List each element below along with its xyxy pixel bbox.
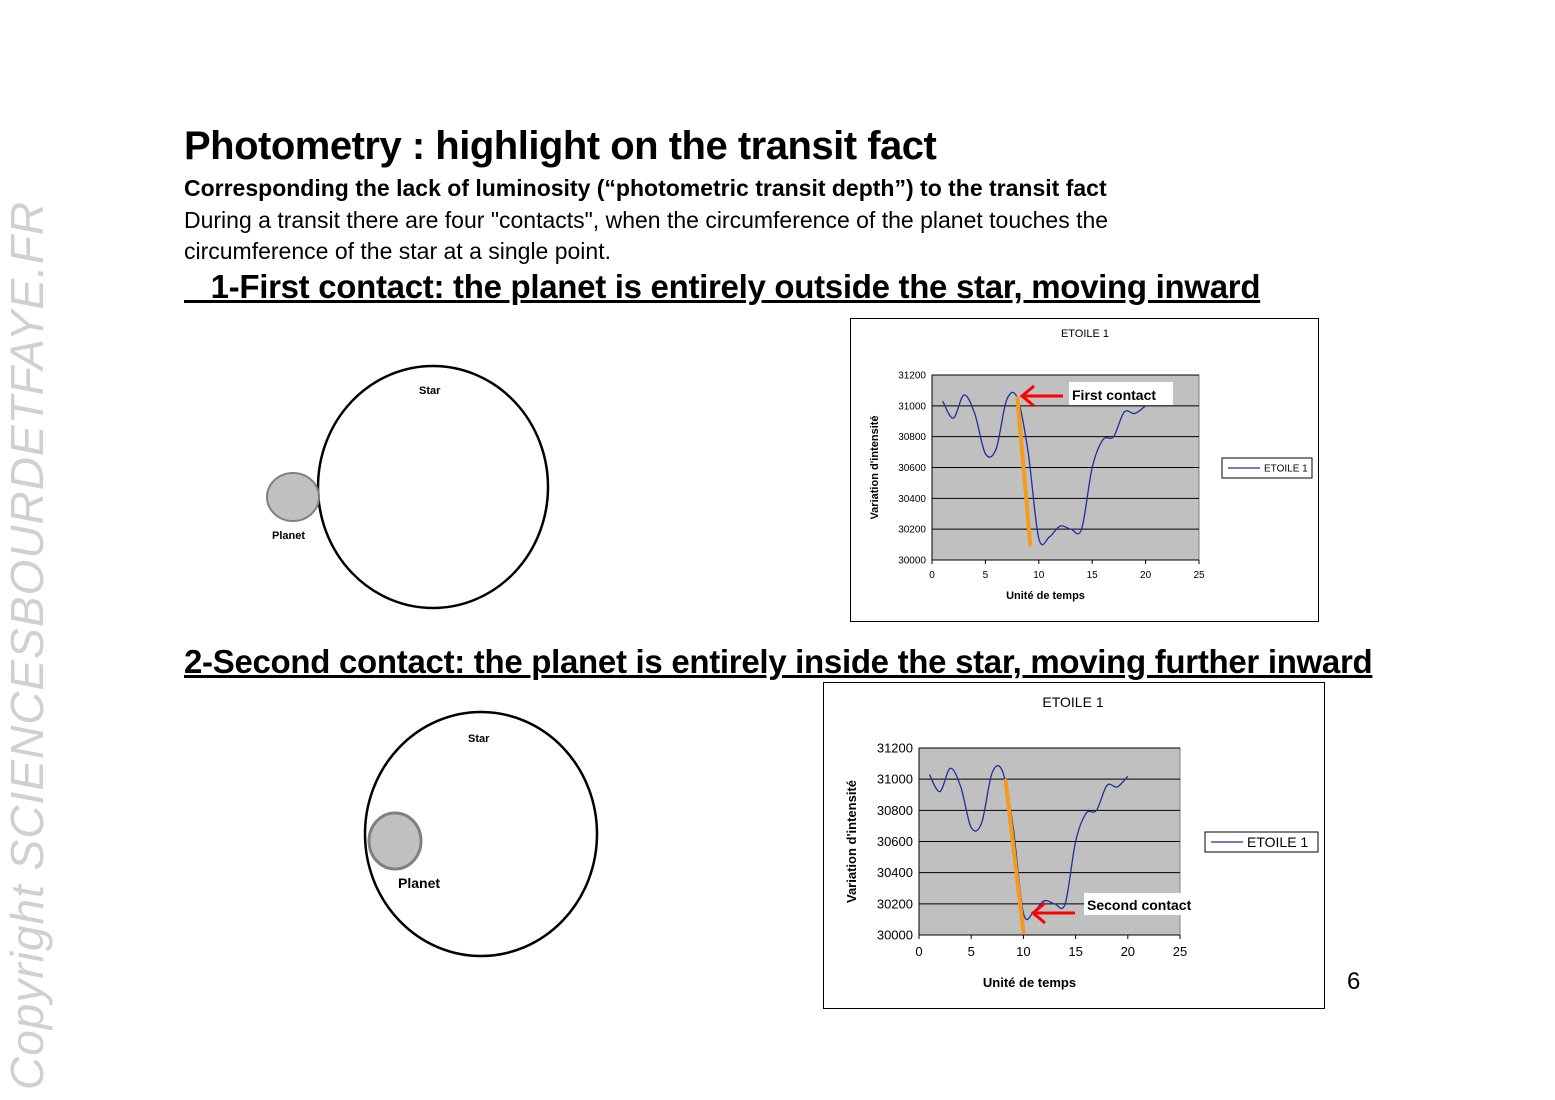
- y-tick-label: 30600: [898, 463, 926, 474]
- planet-circle: [369, 813, 421, 869]
- y-tick-label: 30800: [898, 432, 926, 444]
- chart-first-contact: [850, 318, 1320, 623]
- y-tick-label: 30800: [876, 802, 913, 818]
- y-tick-label: 30200: [898, 524, 926, 536]
- x-tick-label: 5: [982, 570, 989, 581]
- y-tick-label: 31200: [876, 740, 913, 756]
- intro-paragraph: During a transit there are four "contacts", when the circumference of the planet touches the circumference of the star at a single point.: [184, 207, 1109, 264]
- y-tick-label: 30000: [898, 555, 926, 567]
- section-first-contact-heading: 1-First contact: the planet is entirely outside the star, moving inward: [184, 268, 1261, 305]
- star-label: Star: [468, 733, 490, 745]
- x-tick-label: 25: [1193, 570, 1205, 581]
- y-tick-label: 30200: [876, 896, 913, 912]
- x-tick-label: 20: [1140, 570, 1152, 581]
- planet-circle: [267, 473, 319, 521]
- x-axis-label: Unité de temps: [1006, 590, 1085, 602]
- y-tick-label: 30400: [876, 865, 913, 881]
- x-tick-label: 0: [915, 944, 923, 959]
- y-tick-label: 31000: [898, 401, 926, 413]
- x-tick-label: 15: [1086, 570, 1098, 581]
- x-axis-label: Unité de temps: [982, 975, 1077, 990]
- chart-title: ETOILE 1: [1042, 694, 1104, 710]
- chart-second-contact: [823, 682, 1326, 1010]
- slide-title: Photometry : highlight on the transit fact: [184, 124, 937, 168]
- x-tick-label: 10: [1016, 944, 1031, 959]
- star-circle: [318, 366, 548, 608]
- x-tick-label: 10: [1033, 570, 1045, 581]
- y-tick-label: 31200: [898, 370, 926, 382]
- x-tick-label: 20: [1120, 944, 1136, 959]
- y-tick-label: 30600: [876, 834, 913, 850]
- annotation-label: First contact: [1072, 387, 1157, 403]
- x-tick-label: 0: [929, 570, 935, 581]
- y-axis-label: Variation d'intensité: [844, 779, 859, 904]
- chart-title: ETOILE 1: [1060, 328, 1110, 340]
- x-tick-label: 15: [1068, 944, 1083, 959]
- slide-subtitle: Corresponding the lack of luminosity (“photometric transit depth”) to the transit fact: [184, 175, 1107, 201]
- first-contact-diagram: [250, 350, 570, 620]
- y-axis-label: Variation d'intensité: [869, 415, 881, 520]
- second-contact-diagram: [355, 705, 615, 965]
- planet-label: Planet: [272, 530, 306, 542]
- y-tick-label: 30400: [898, 493, 926, 505]
- planet-label: Planet: [398, 875, 441, 891]
- copyright-watermark: Copyright SCIENCESBOURDETFAYE.FR: [1, 200, 53, 1090]
- y-tick-label: 31000: [876, 771, 913, 787]
- page-number: 6: [1347, 968, 1361, 995]
- y-tick-label: 30000: [876, 927, 913, 943]
- x-tick-label: 5: [967, 944, 975, 959]
- legend-label: ETOILE 1: [1247, 834, 1309, 851]
- section-second-contact-heading: 2-Second contact: the planet is entirely inside the star, moving further inward: [184, 643, 1373, 680]
- star-label: Star: [419, 385, 441, 397]
- x-tick-label: 25: [1172, 944, 1188, 959]
- annotation-label: Second contact: [1087, 897, 1192, 913]
- legend-label: ETOILE 1: [1264, 463, 1308, 475]
